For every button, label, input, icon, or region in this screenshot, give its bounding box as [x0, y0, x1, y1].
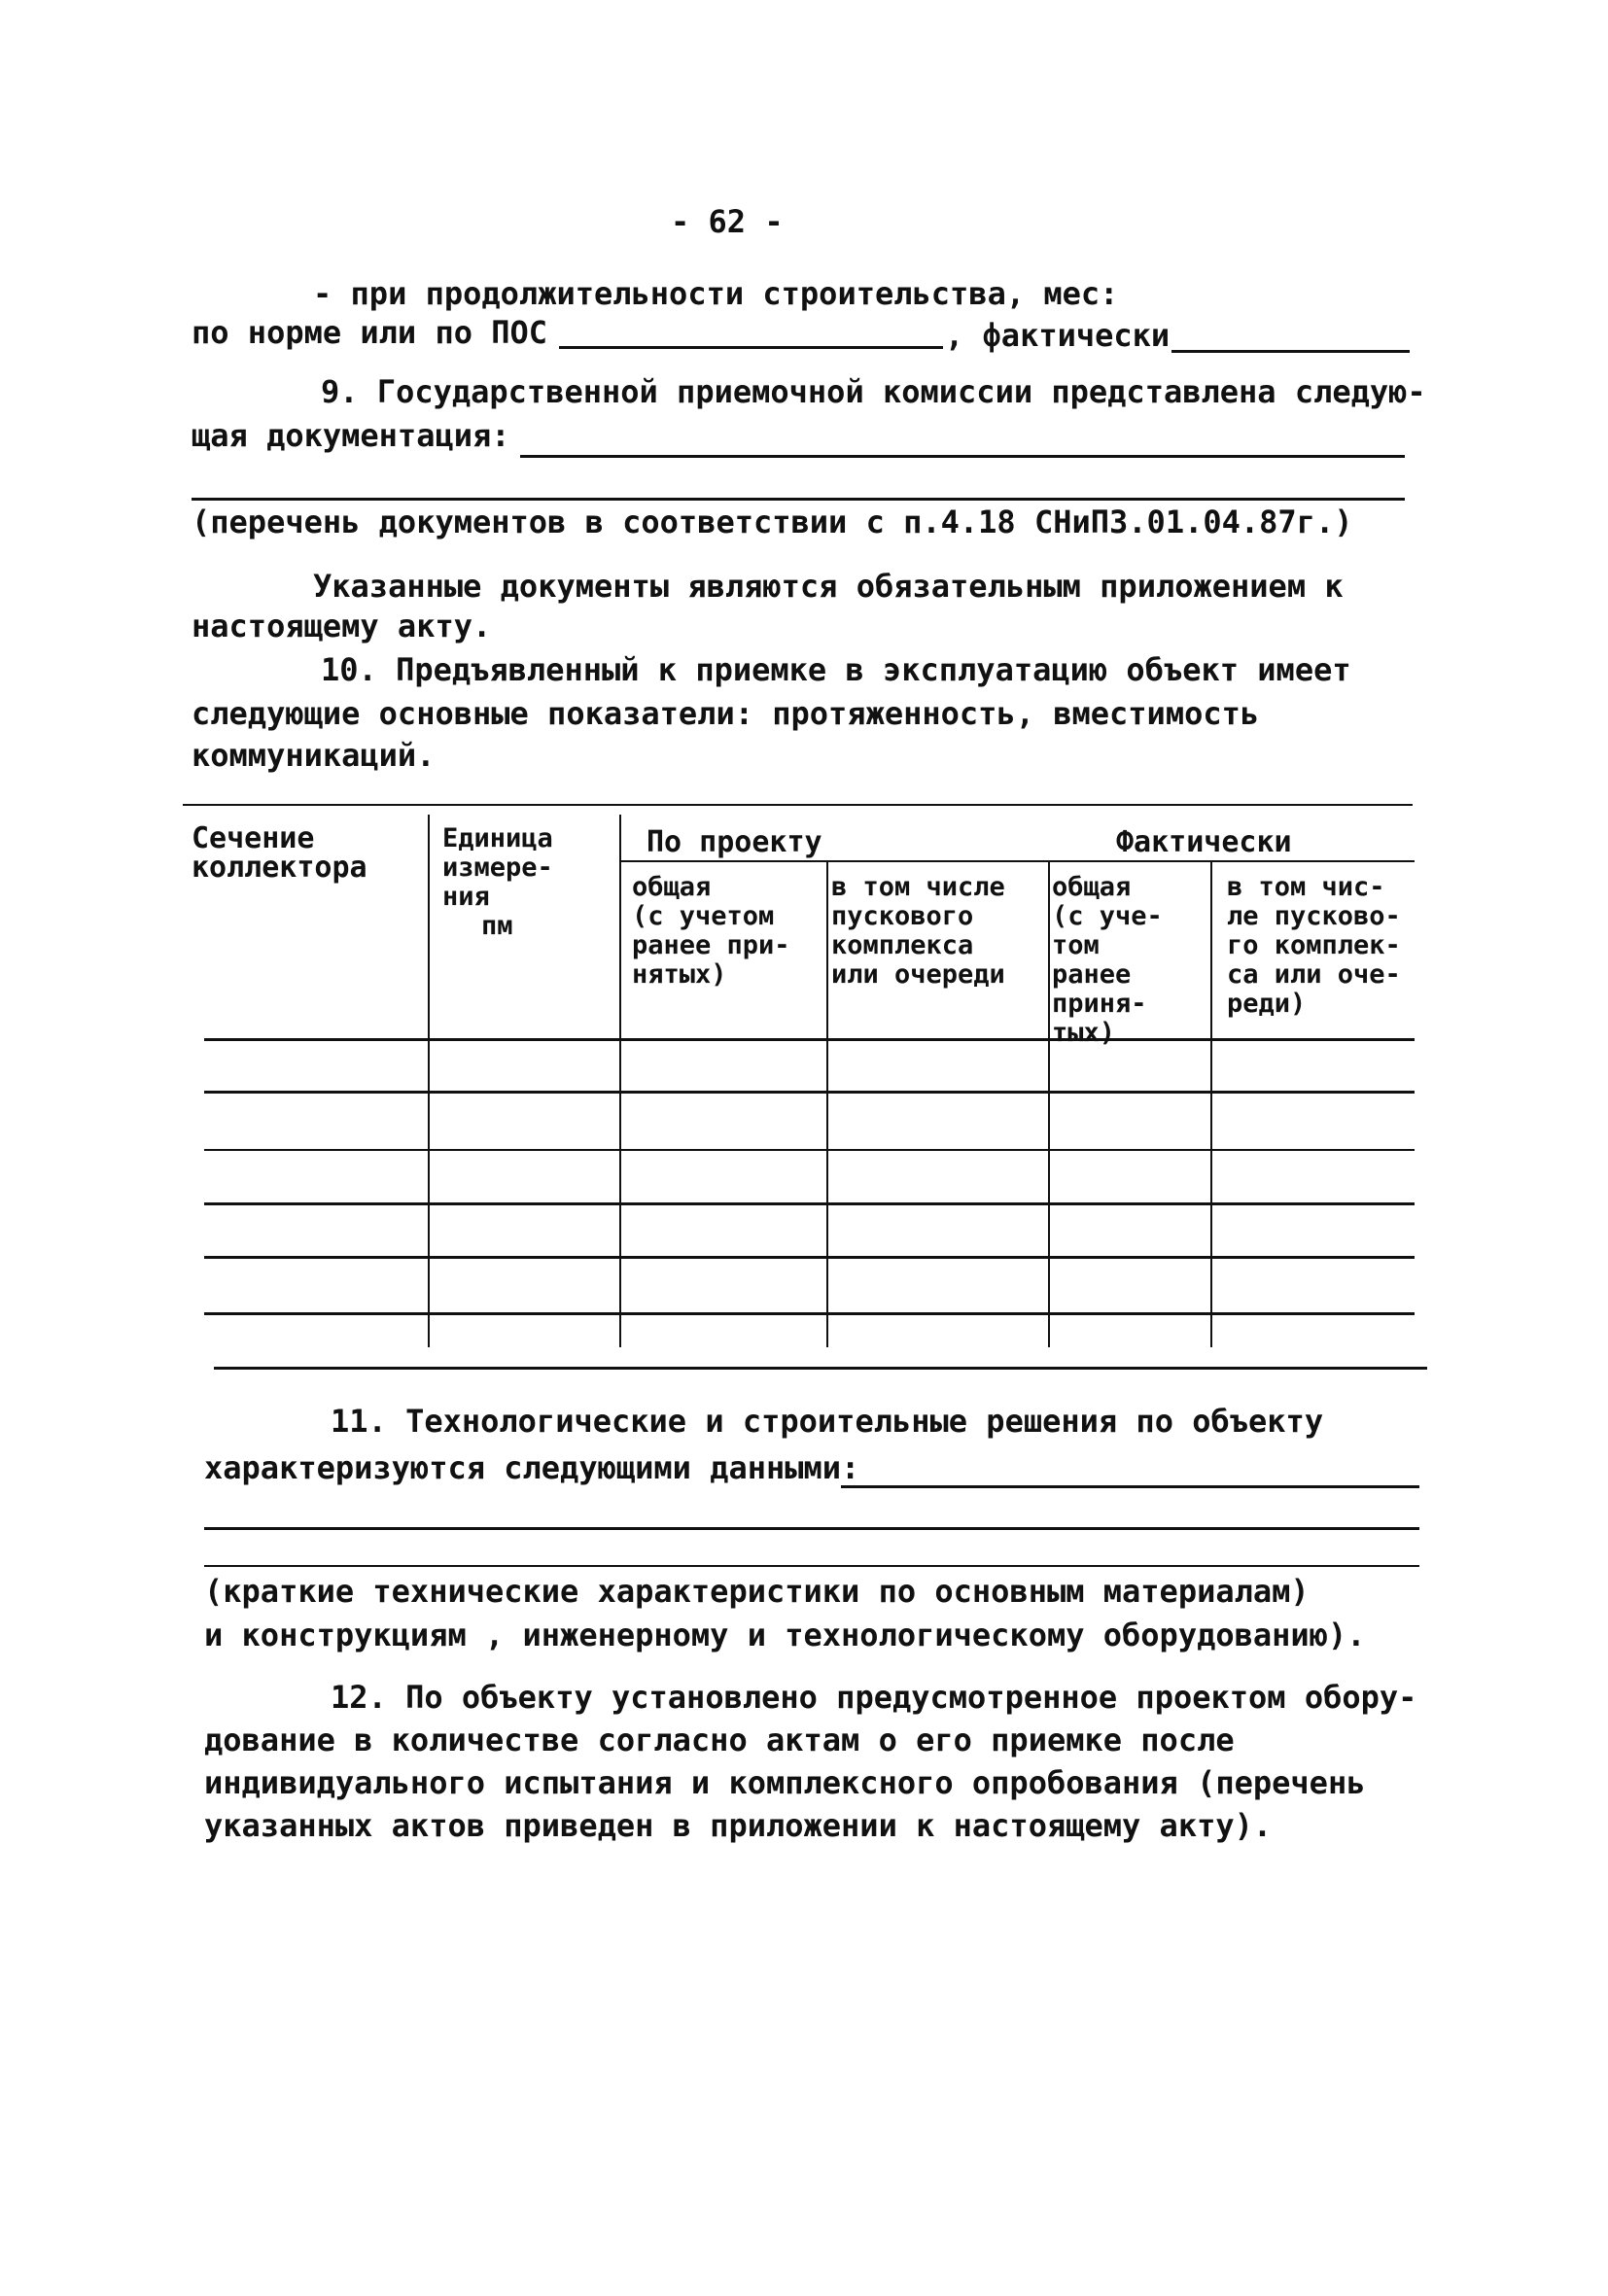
solutions-blank-2[interactable] — [204, 1527, 1419, 1530]
table-divider — [1048, 860, 1050, 1347]
fact-blank[interactable] — [1171, 350, 1410, 353]
solutions-note-2: и конструкциям , инженерному и технологическому оборудованию). — [204, 1617, 1366, 1653]
para-12-line-2: дование в количестве согласно актам о его приемке после — [204, 1722, 1235, 1758]
table-row — [204, 1038, 1415, 1041]
documents-blank-1[interactable] — [520, 455, 1405, 458]
header-section: Сечение коллектора — [192, 821, 367, 885]
table-bottom-rule — [214, 1367, 1427, 1370]
table-row — [204, 1256, 1415, 1259]
header-unit: Единица измере- ния пм — [442, 823, 553, 941]
table-divider — [619, 815, 621, 1347]
norm-label: по норме или по ПОС — [192, 314, 548, 351]
table-top-rule — [183, 804, 1413, 806]
table-row — [204, 1149, 1415, 1151]
table-row — [204, 1312, 1415, 1315]
mandatory-line-1: Указанные документы являются обязательным приложением к — [313, 568, 1344, 605]
table-divider — [1210, 860, 1212, 1347]
para-11-line-2: характеризуются следующими данными: — [204, 1449, 860, 1486]
para-9-line-1: 9. Государственной приемочной комиссии представлена следую- — [321, 373, 1426, 410]
mandatory-line-2: настоящему акту. — [192, 608, 492, 644]
table-row — [204, 1091, 1415, 1094]
subheader-project-part: в том числе пускового комплекса или очереди — [831, 872, 1005, 990]
header-project: По проекту — [647, 825, 822, 859]
table-divider — [428, 815, 430, 1347]
duration-line: - при продолжительности строительства, мес: — [313, 275, 1119, 312]
solutions-note-1: (краткие технические характеристики по основным материалам) — [204, 1573, 1310, 1610]
para-11-line-1: 11. Технологические и строительные решения по объекту — [331, 1403, 1324, 1440]
para-10-line-2: следующие основные показатели: протяженность, вместимость — [192, 695, 1260, 732]
para-12-line-1: 12. По объекту установлено предусмотренное проектом обору- — [331, 1679, 1417, 1716]
para-9-line-2: щая документация: — [192, 417, 510, 454]
subheader-actual-part: в том чис- ле пусково- го комплек- са или оче- реди) — [1227, 872, 1401, 1019]
table-divider — [826, 860, 828, 1347]
documents-blank-2[interactable] — [192, 498, 1405, 501]
norm-blank[interactable] — [559, 346, 943, 349]
header-actual: Фактически — [1116, 825, 1292, 859]
page-number: - 62 - — [671, 203, 784, 240]
subheader-actual-total: общая (с уче- том ранее приня- тых) — [1052, 872, 1163, 1048]
para-10-line-3: коммуникаций. — [192, 737, 436, 774]
table-row — [204, 1202, 1415, 1205]
documents-note: (перечень документов в соответствии с п.4.18 СНиП3.01.04.87г.) — [192, 504, 1353, 540]
fact-label: , фактически — [945, 317, 1171, 354]
para-10-line-1: 10. Предъявленный к приемке в эксплуатацию объект имеет — [321, 651, 1351, 688]
solutions-blank-3[interactable] — [204, 1565, 1419, 1567]
table-group-rule — [619, 860, 1415, 862]
para-12-line-4: указанных актов приведен в приложении к настоящему акту). — [204, 1807, 1273, 1844]
subheader-project-total: общая (с учетом ранее при- нятых) — [632, 872, 790, 990]
solutions-blank-1[interactable] — [841, 1485, 1419, 1488]
para-12-line-3: индивидуального испытания и комплексного опробования (перечень — [204, 1764, 1366, 1801]
